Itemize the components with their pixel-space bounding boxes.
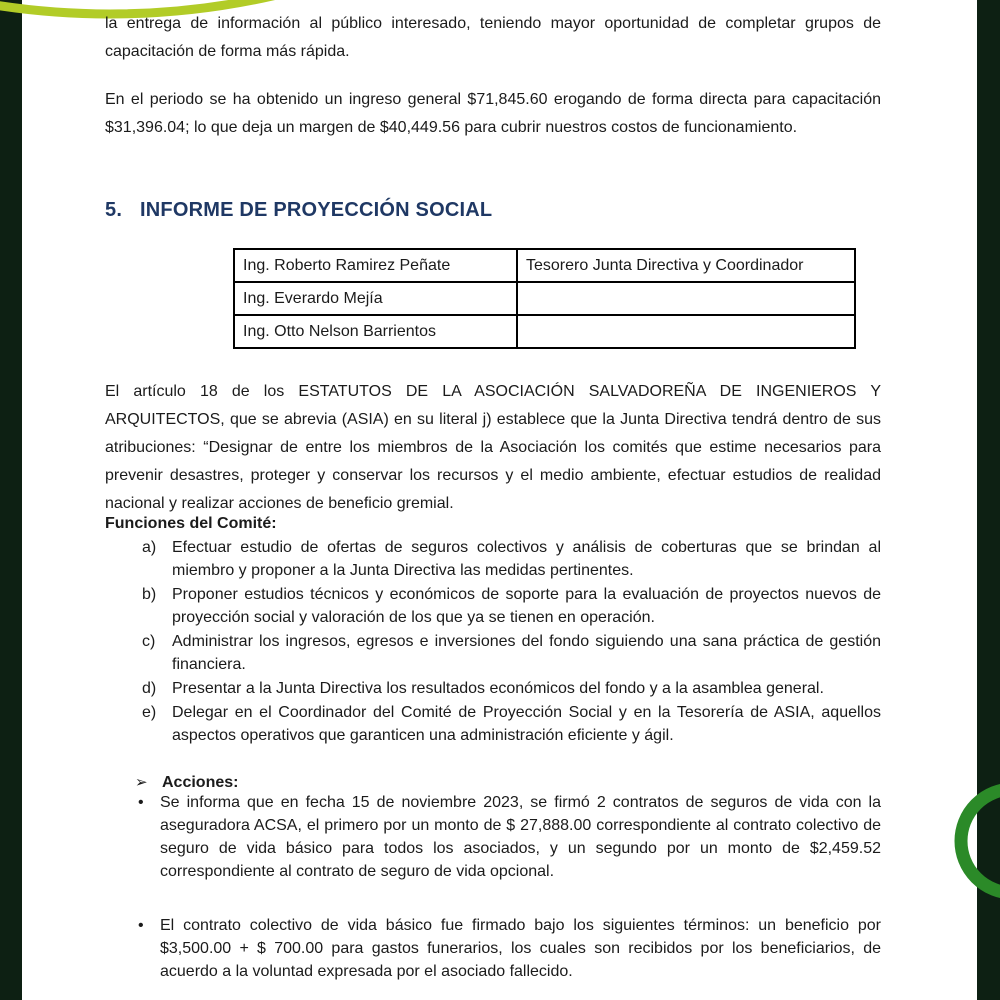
table-row <box>234 282 855 315</box>
section-number: 5. <box>105 199 123 221</box>
list-item <box>105 630 881 676</box>
list-item-label: e) <box>142 704 157 721</box>
list-item <box>105 701 881 747</box>
green-ring-decoration <box>961 789 1000 893</box>
bullet-dot-icon: • <box>138 794 144 811</box>
table-row <box>234 315 855 348</box>
bullet-dot-icon: • <box>138 917 144 934</box>
member-name-cell: Ing. Roberto Ramirez Peñate <box>234 249 517 282</box>
member-name-cell: Ing. Otto Nelson Barrientos <box>234 315 517 348</box>
list-item-text: Efectuar estudio de ofertas de seguros colectivos y análisis de coberturas que se brindan al miembro y proponer a la Junta Directiva las medidas pertinentes. <box>172 539 881 579</box>
functions-list <box>105 536 881 748</box>
action-bullet-item <box>105 914 881 983</box>
list-item-text: Presentar a la Junta Directiva los resultados económicos del fondo y a la asamblea general. <box>172 680 824 697</box>
list-item-text: Delegar en el Coordinador del Comité de Proyección Social y en la Tesorería de ASIA, aquellos aspectos operativos que garanticen una administración eficiente y ágil. <box>172 704 881 744</box>
bullet-text: El contrato colectivo de vida básico fue firmado bajo los siguientes términos: un beneficio por $3,500.00 + $ 700.00 para gastos funerarios, los cuales son recibidos por los beneficiarios, de acuerdo a la voluntad expresada por el asociado fallecido. <box>160 917 881 980</box>
section-heading <box>105 199 492 222</box>
actions-heading: Acciones: <box>162 774 239 791</box>
list-item-label: a) <box>142 539 157 556</box>
list-item-text: Administrar los ingresos, egresos e inversiones del fondo siguiendo una sana práctica de gestión financiera. <box>172 633 881 673</box>
functions-heading: Funciones del Comité: <box>105 515 277 532</box>
list-item-label: b) <box>142 586 157 603</box>
list-item-label: d) <box>142 680 157 697</box>
committee-members-table <box>233 248 856 349</box>
bullet-text: Se informa que en fecha 15 de noviembre 2023, se firmó 2 contratos de seguros de vida con la aseguradora ACSA, el primero por un monto de $ 27,888.00 correspondiente al contrato colectivo de seguro de vida básico para todos los asociados, y un segundo por un monto de $2,459.52 correspondiente al contrato de seguro de vida opcional. <box>160 794 881 880</box>
member-role-cell <box>517 315 855 348</box>
list-item <box>105 536 881 582</box>
list-item <box>105 583 881 629</box>
table-row <box>234 249 855 282</box>
member-role-cell: Tesorero Junta Directiva y Coordinador <box>517 249 855 282</box>
action-bullet-item <box>105 791 881 883</box>
document-body <box>105 0 881 1000</box>
left-edge-bar <box>0 0 22 1000</box>
intro-paragraph-1: la entrega de información al público interesado, teniendo mayor oportunidad de completar grupos de capacitación de forma más rápida. <box>105 15 881 60</box>
arrowhead-bullet-icon: ➢ <box>135 774 148 791</box>
section-title: INFORME DE PROYECCIÓN SOCIAL <box>140 199 493 221</box>
right-edge-bar <box>977 0 1000 1000</box>
member-name-cell: Ing. Everardo Mejía <box>234 282 517 315</box>
member-role-cell <box>517 282 855 315</box>
list-item-label: c) <box>142 633 156 650</box>
list-item <box>105 677 881 700</box>
list-item-text: Proponer estudios técnicos y económicos de soporte para la evaluación de proyectos nuevos de proyección social y valoración de los que ya se tienen en operación. <box>172 586 881 626</box>
statute-article-paragraph: El artículo 18 de los ESTATUTOS DE LA ASOCIACIÓN SALVADOREÑA DE INGENIEROS Y ARQUITECTOS, que se abrevia (ASIA) en su literal j) establece que la Junta Directiva tendrá dentro de sus atribuciones: “Designar de entre los miembros de la Asociación los comités que estime necesarios para prevenir desastres, proteger y conservar los recursos y el medio ambiente, efectuar estudios de realidad nacional y realizar acciones de beneficio gremial. <box>105 383 881 512</box>
intro-paragraph-2: En el periodo se ha obtenido un ingreso general $71,845.60 erogando de forma directa para capacitación $31,396.04; lo que deja un margen de $40,449.56 para cubrir nuestros costos de funcionamiento. <box>105 91 881 136</box>
